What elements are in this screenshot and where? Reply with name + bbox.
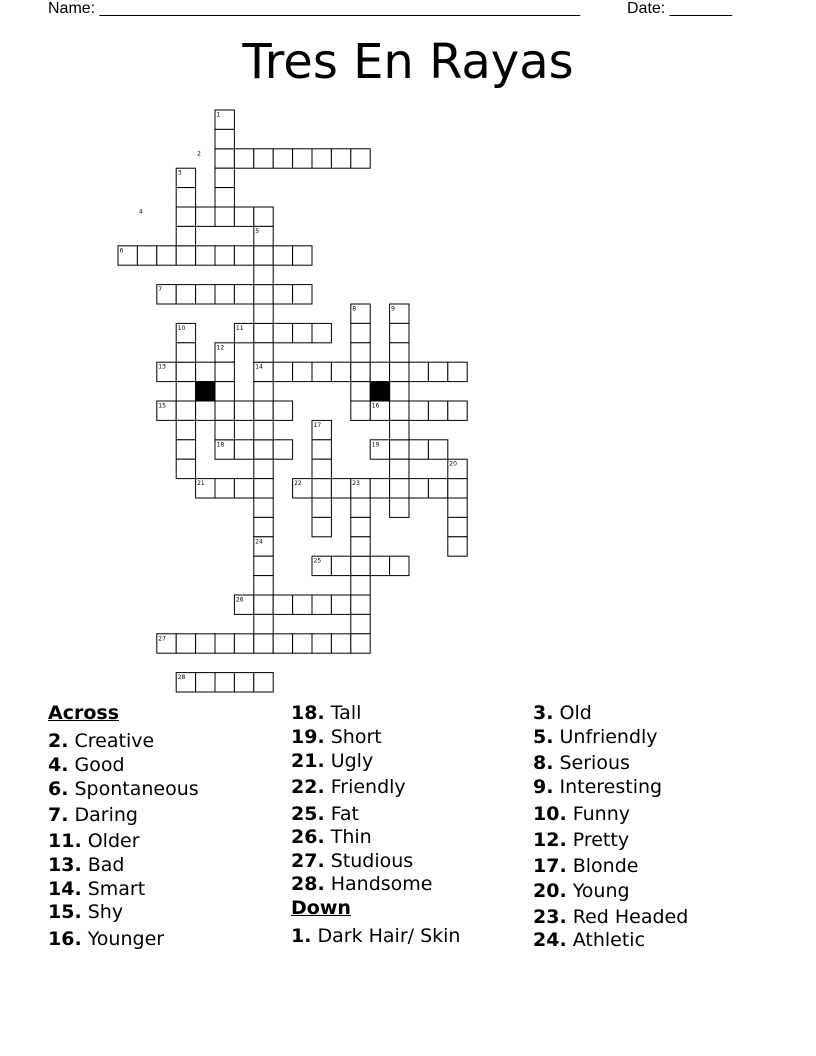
grid-cell[interactable] [176,401,195,420]
clue-number: 3 [177,169,182,177]
grid-cell[interactable] [428,362,447,381]
grid-cell[interactable] [196,634,215,653]
name-field-label: Name: ______________________________________________________ [48,0,581,17]
clue-across-26: 26. Thin [291,826,372,848]
grid-cell[interactable] [234,246,253,265]
grid-cell[interactable] [234,634,253,653]
grid-cell[interactable] [234,285,253,304]
grid-cell[interactable] [293,149,312,168]
clue-number: 15 [158,402,166,410]
clue-number: 2 [197,150,201,158]
grid-cell[interactable] [215,129,234,148]
clue-across-6: 6. Spontaneous [48,778,199,800]
clue-down-8: 8. Serious [533,752,630,774]
grid-cell[interactable] [312,595,331,614]
clue-down-5: 5. Unfriendly [533,726,658,748]
grid-cell[interactable] [196,207,215,226]
grid-cell[interactable] [409,440,428,459]
clue-number: 28 [177,674,186,682]
clue-across-16: 16. Younger [48,928,165,950]
grid-cell[interactable] [331,556,350,575]
grid-cell[interactable] [312,634,331,653]
clue-number: 24 [255,538,263,546]
across-heading: Across [48,702,120,724]
grid-cell[interactable] [351,323,370,342]
grid-cell[interactable] [273,362,292,381]
grid-cell[interactable] [273,149,292,168]
clue-number: 13 [158,363,166,371]
clue-number: 5 [255,227,260,235]
grid-cell[interactable] [254,343,273,362]
grid-cell[interactable] [254,304,273,323]
grid-cell[interactable] [293,595,312,614]
grid-cell[interactable] [196,246,215,265]
grid-cell[interactable] [390,556,409,575]
grid-cell[interactable] [273,634,292,653]
grid-cell[interactable] [390,323,409,342]
clue-across-22: 22. Friendly [291,776,406,798]
grid-cell[interactable] [390,420,409,439]
grid-cell[interactable] [293,362,312,381]
grid-cell[interactable] [390,343,409,362]
grid-cell[interactable] [234,440,253,459]
grid-cell[interactable] [254,614,273,633]
clue-down-12: 12. Pretty [533,829,630,851]
grid-cell[interactable] [176,207,195,226]
clue-down-3: 3. Old [533,702,592,724]
grid-cell[interactable] [215,634,234,653]
grid-cell[interactable] [390,362,409,381]
grid-cell[interactable] [351,382,370,401]
grid-cell[interactable] [176,420,195,439]
grid-cell[interactable] [176,440,195,459]
clue-number: 23 [352,480,360,488]
grid-cell[interactable] [176,285,195,304]
grid-cell[interactable] [331,362,350,381]
grid-cell[interactable] [176,459,195,478]
grid-cell[interactable] [157,246,176,265]
grid-cell[interactable] [312,517,331,536]
clue-number: 12 [216,344,225,352]
grid-cell[interactable] [215,246,234,265]
grid-cell[interactable] [331,479,350,498]
grid-cell[interactable] [331,634,350,653]
clue-across-28: 28. Handsome [291,873,433,895]
grid-cell[interactable] [215,362,234,381]
clue-number: 25 [313,557,322,565]
clue-number: 22 [294,480,302,488]
page-title: Tres En Rayas [242,34,574,90]
grid-cell[interactable] [351,362,370,381]
clue-number: 26 [235,596,244,604]
grid-cell[interactable] [448,537,467,556]
clue-number: 11 [235,324,244,332]
clue-down-9: 9. Interesting [533,776,663,798]
grid-cell[interactable] [254,595,273,614]
grid-cell[interactable] [448,498,467,517]
grid-cell[interactable] [390,401,409,420]
grid-cell[interactable] [448,517,467,536]
grid-cell[interactable] [196,401,215,420]
grid-cell[interactable] [293,285,312,304]
grid-cell[interactable] [254,382,273,401]
grid-cell[interactable] [215,188,234,207]
grid-cell[interactable] [215,207,234,226]
clue-down-23: 23. Red Headed [533,906,689,928]
grid-cell[interactable] [351,634,370,653]
grid-cell[interactable] [312,362,331,381]
grid-cell[interactable] [215,673,234,692]
clue-number: 9 [391,305,395,313]
clue-across-21: 21. Ugly [291,750,374,772]
grid-cell[interactable] [293,246,312,265]
grid-cell[interactable] [390,382,409,401]
clue-across-14: 14. Smart [48,878,146,900]
clue-number: 27 [158,635,166,643]
grid-cell[interactable] [254,517,273,536]
grid-cell[interactable] [176,362,195,381]
grid-cell[interactable] [254,246,273,265]
grid-cell[interactable] [312,149,331,168]
grid-cell[interactable] [215,382,234,401]
grid-cell[interactable] [390,459,409,478]
clue-number: 19 [371,441,380,449]
grid-cell[interactable] [409,479,428,498]
grid-cell[interactable] [176,188,195,207]
grid-cell[interactable] [409,401,428,420]
grid-cell[interactable] [273,440,292,459]
clue-number: 16 [371,402,380,410]
black-cell [370,382,389,401]
grid-cell[interactable] [370,362,389,381]
grid-cell[interactable] [254,265,273,284]
grid-cell[interactable] [176,343,195,362]
grid-cell[interactable] [293,323,312,342]
grid-cell[interactable] [254,634,273,653]
grid-cell[interactable] [234,479,253,498]
grid-cell[interactable] [331,595,350,614]
clue-down-1: 1. Dark Hair/ Skin [291,925,461,947]
clue-down-20: 20. Young [533,880,630,902]
grid-cell[interactable] [293,634,312,653]
grid-cell[interactable] [351,537,370,556]
grid-cell[interactable] [448,479,467,498]
grid-cell[interactable] [215,401,234,420]
grid-cell[interactable] [428,401,447,420]
grid-cell[interactable] [390,440,409,459]
grid-cell[interactable] [254,149,273,168]
clue-number: 4 [138,208,143,216]
grid-cell[interactable] [254,556,273,575]
grid-cell[interactable] [448,401,467,420]
clue-number: 18 [216,441,225,449]
grid-cell[interactable] [234,149,253,168]
grid-cell[interactable] [312,440,331,459]
grid-cell[interactable] [176,382,195,401]
grid-cell[interactable] [312,459,331,478]
clue-across-19: 19. Short [291,726,382,748]
black-cell [196,382,215,401]
clue-number: 7 [158,286,163,294]
grid-cell[interactable] [448,362,467,381]
clue-across-7: 7. Daring [48,804,138,826]
grid-cell[interactable] [428,440,447,459]
grid-cell[interactable] [215,168,234,187]
clue-number: 21 [197,480,205,488]
grid-cell[interactable] [351,343,370,362]
grid-cell[interactable] [254,420,273,439]
grid-cell[interactable] [215,285,234,304]
grid-cell[interactable] [215,420,234,439]
clue-number: 8 [352,305,357,313]
clue-number: 17 [313,421,322,429]
grid-cell[interactable] [273,285,292,304]
grid-cell[interactable] [351,498,370,517]
grid-cell[interactable] [351,614,370,633]
clue-across-13: 13. Bad [48,854,125,876]
grid-cell[interactable] [312,498,331,517]
grid-cell[interactable] [254,673,273,692]
grid-cell[interactable] [215,149,234,168]
grid-cell[interactable] [390,479,409,498]
grid-cell[interactable] [254,207,273,226]
grid-cell[interactable] [351,517,370,536]
grid-cell[interactable] [390,498,409,517]
grid-cell[interactable] [409,362,428,381]
grid-cell[interactable] [428,479,447,498]
grid-cell[interactable] [254,401,273,420]
clue-across-18: 18. Tall [291,702,362,724]
down-heading: Down [291,897,351,919]
grid-cell[interactable] [273,246,292,265]
grid-cell[interactable] [254,440,273,459]
grid-cell[interactable] [254,285,273,304]
grid-cell[interactable] [254,323,273,342]
grid-cell[interactable] [273,323,292,342]
grid-cell[interactable] [234,207,253,226]
grid-cell[interactable] [234,673,253,692]
grid-cell[interactable] [273,595,292,614]
clue-across-27: 27. Studious [291,850,414,872]
grid-cell[interactable] [196,362,215,381]
grid-cell[interactable] [312,479,331,498]
clue-across-2: 2. Creative [48,730,155,752]
clue-down-10: 10. Funny [533,803,630,825]
clue-across-11: 11. Older [48,830,140,852]
clue-number: 6 [119,247,124,255]
clue-across-4: 4. Good [48,754,125,776]
grid-cell[interactable] [196,285,215,304]
grid-cell[interactable] [351,556,370,575]
grid-cell[interactable] [137,246,156,265]
grid-cell[interactable] [176,226,195,245]
grid-cell[interactable] [254,459,273,478]
grid-cell[interactable] [351,576,370,595]
grid-cell[interactable] [196,673,215,692]
grid-cell[interactable] [370,479,389,498]
grid-cell[interactable] [331,149,350,168]
date-field-label: Date: _______ [627,0,732,17]
grid-cell[interactable] [273,401,292,420]
grid-cell[interactable] [176,246,195,265]
grid-cell[interactable] [351,149,370,168]
clue-number: 14 [255,363,263,371]
clue-number: 20 [449,460,457,468]
grid-cell[interactable] [234,401,253,420]
clue-down-17: 17. Blonde [533,855,639,877]
grid-cell[interactable] [254,479,273,498]
grid-cell[interactable] [312,323,331,342]
grid-cell[interactable] [254,576,273,595]
clue-across-25: 25. Fat [291,803,359,825]
clue-down-24: 24. Athletic [533,929,646,951]
grid-cell[interactable] [370,556,389,575]
grid-cell[interactable] [351,401,370,420]
clue-across-15: 15. Shy [48,901,124,923]
clue-number: 10 [177,324,186,332]
grid-cell[interactable] [254,498,273,517]
grid-cell[interactable] [215,479,234,498]
grid-cell[interactable] [351,595,370,614]
grid-cell[interactable] [176,634,195,653]
clue-number: 1 [216,111,221,119]
